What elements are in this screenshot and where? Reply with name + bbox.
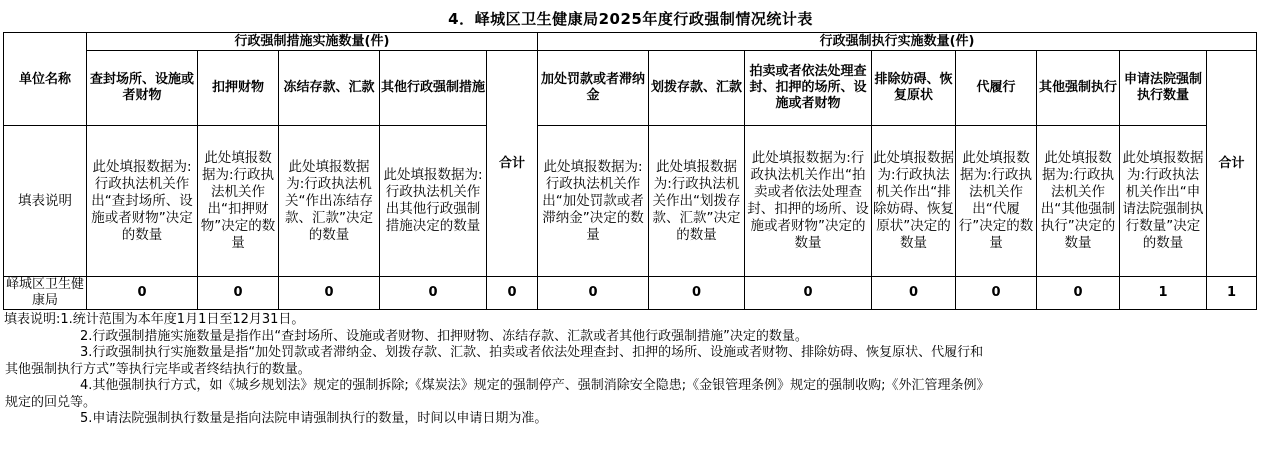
execution-header-remove: 排除妨碍、恢复原状	[872, 51, 956, 126]
description-cell: 此处填报数据为:行政执法机关“作出冻结存款、汇款”决定的数量	[279, 126, 380, 277]
value-cell: 0	[380, 277, 487, 310]
execution-group-header: 行政强制执行实施数量(件)	[538, 33, 1257, 51]
description-cell: 此处填报数据为:行政执法机关作出“申请法院强制执行数量”决定的数量	[1120, 126, 1207, 277]
column-header-row	[4, 51, 1257, 126]
value-cell: 0	[279, 277, 380, 310]
description-cell: 此处填报数据为:行政执法机关作出“加处罚款或者滞纳金”决定的数量	[538, 126, 649, 277]
note-item: 4.其他强制执行方式，如《城乡规划法》规定的强制拆除;《煤炭法》规定的强制停产、强制消除安全隐患;《金银管理条例》规定的强制收购;《外汇管理条例》	[80, 378, 990, 393]
description-cell: 此处填报数据为:行政执法机关作出“拍卖或者依法处理查封、扣押的场所、设施或者财物”决定的数量	[745, 126, 872, 277]
measure-header-other: 其他行政强制措施	[380, 51, 487, 126]
value-cell: 0	[87, 277, 198, 310]
value-cell: 0	[198, 277, 279, 310]
value-cell: 1	[1120, 277, 1207, 310]
execution-total-value: 1	[1207, 277, 1257, 310]
measure-header-freeze: 冻结存款、汇款	[279, 51, 380, 126]
description-cell: 此处填报数据为:行政执法机关作出其他行政强制措施决定的数量	[380, 126, 487, 277]
description-row	[4, 126, 1257, 277]
description-cell: 此处填报数据为:行政执法机关作出“代履行”决定的数量	[956, 126, 1037, 277]
page-title: 4．峄城区卫生健康局2025年度行政强制情况统计表	[448, 10, 813, 28]
note-text: 1.统计范围为本年度1月1日至12月31日。	[60, 312, 305, 327]
execution-header-other: 其他强制执行	[1037, 51, 1120, 126]
measures-total-header: 合计	[487, 51, 538, 277]
note-item	[4, 312, 1256, 329]
description-cell: 此处填报数据为:行政执法机关作出“划拨存款、汇款”决定的数量	[649, 126, 745, 277]
group-header-row	[4, 33, 1257, 51]
note-continuation: 其他强制执行方式”等执行完毕或者终结执行的数量。	[5, 361, 311, 377]
unit-name-header: 单位名称	[4, 33, 87, 126]
table-row	[4, 277, 1257, 310]
value-cell: 0	[538, 277, 649, 310]
value-cell: 0	[745, 277, 872, 310]
execution-header-penalty: 加处罚款或者滞纳金	[538, 51, 649, 126]
note-item: 5.申请法院强制执行数量是指向法院申请强制执行的数量，时间以申请日期为准。	[80, 411, 548, 426]
measure-header-seal: 查封场所、设施或者财物	[87, 51, 198, 126]
description-cell: 此处填报数据为:行政执法机关作出“其他强制执行”决定的数量	[1037, 126, 1120, 277]
description-cell: 此处填报数据为:行政执法机关作出“扣押财物”决定的数量	[198, 126, 279, 277]
value-cell: 0	[649, 277, 745, 310]
measures-group-header: 行政强制措施实施数量(件)	[87, 33, 538, 51]
note-continuation: 规定的回兑等。	[5, 394, 97, 410]
execution-header-transfer: 划拨存款、汇款	[649, 51, 745, 126]
measures-total-value: 0	[487, 277, 538, 310]
execution-header-substitute: 代履行	[956, 51, 1037, 126]
notes-section	[3, 312, 1256, 428]
notes-label: 填表说明:	[4, 312, 61, 327]
execution-total-header: 合计	[1207, 51, 1257, 277]
note-item: 2.行政强制措施实施数量是指作出“查封场所、设施或者财物、扣押财物、冻结存款、汇款或者其他行政强制措施”决定的数量。	[80, 328, 808, 344]
description-cell: 此处填报数据为:行政执法机关作出“排除妨碍、恢复原状”决定的数量	[872, 126, 956, 277]
execution-header-court: 申请法院强制执行数量	[1120, 51, 1207, 126]
statistics-table	[3, 32, 1257, 310]
description-label: 填表说明	[4, 126, 87, 277]
value-cell: 0	[872, 277, 956, 310]
description-cell: 此处填报数据为:行政执法机关作出“查封场所、设施或者财物”决定的数量	[87, 126, 198, 277]
value-cell: 0	[1037, 277, 1120, 310]
value-cell: 0	[956, 277, 1037, 310]
measure-header-seize: 扣押财物	[198, 51, 279, 126]
note-item: 3.行政强制执行实施数量是指“加处罚款或者滞纳金、划拨存款、汇款、拍卖或者依法处理查封、扣押的场所、设施或者财物、排除妨碍、恢复原状、代履行和	[80, 345, 984, 360]
execution-header-auction: 拍卖或者依法处理查封、扣押的场所、设施或者财物	[745, 51, 872, 126]
row-unit-name: 峄城区卫生健康局	[4, 277, 87, 310]
